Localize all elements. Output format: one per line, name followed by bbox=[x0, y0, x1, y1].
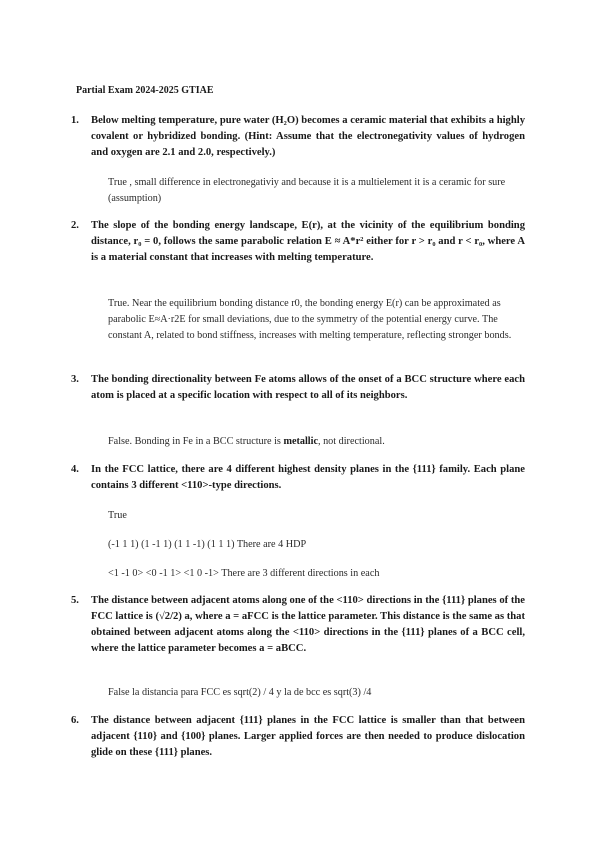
question-6 bbox=[71, 713, 525, 761]
question-text: The distance between adjacent {111} planes in the FCC lattice is smaller than that between adjacent {110} and {100} planes. Larger applied forces are then needed to produce dislocation glide on these {111} planes. bbox=[91, 715, 525, 758]
question-text: Below melting temperature, pure water (H₂O) becomes a ceramic material that exhibits a highly covalent or hybridized bonding. (Hint: Assume that the electronegativity values of hydrogen and oxygen are 2.1 and 2.0, respectively.) bbox=[91, 115, 525, 158]
question-number: 3. bbox=[71, 374, 79, 385]
question-text: In the FCC lattice, there are 4 different highest density planes in the {111} family. Each plane contains 3 different <110>-type directions. bbox=[91, 464, 525, 491]
answer-4-line-1: True bbox=[108, 510, 127, 521]
answer-3 bbox=[108, 434, 528, 450]
question-number: 2. bbox=[71, 220, 79, 231]
answer-4-line-2: (-1 1 1) (1 -1 1) (1 1 -1) (1 1 1) There are 4 HDP bbox=[108, 539, 307, 550]
question-text: The bonding directionality between Fe atoms allows of the onset of a BCC structure where each atom is placed at a specific location with respect to all of its neighbors. bbox=[91, 374, 525, 401]
answer-4-line-3: <1 -1 0> <0 -1 1> <1 0 -1> There are 3 different directions in each bbox=[108, 568, 380, 579]
exam-title: Partial Exam 2024-2025 GTIAE bbox=[76, 85, 214, 96]
question-2 bbox=[71, 218, 525, 266]
question-4 bbox=[71, 462, 525, 494]
answer-text: , not directional. bbox=[317, 436, 385, 447]
answer-emphasis: metallic bbox=[283, 436, 318, 447]
question-number: 4. bbox=[71, 464, 79, 475]
question-number: 6. bbox=[71, 715, 79, 726]
question-3 bbox=[71, 372, 525, 404]
question-text: The slope of the bonding energy landscape, E(r), at the vicinity of the equilibrium bonding distance, r₀ = 0, follows the same parabolic relation E ≈ A*r² either for r > r₀ and r < r₀, where A is a material constant that increases with melting temperature. bbox=[91, 220, 525, 263]
question-1 bbox=[71, 113, 525, 161]
answer-text: False. Bonding in Fe in a BCC structure is bbox=[108, 436, 284, 447]
answer-1: True , small difference in electronegativiy and because it is a multielement it is a ceramic for sure (assumption) bbox=[108, 177, 506, 204]
answer-2: True. Near the equilibrium bonding distance r0, the bonding energy E(r) can be approximated as parabolic E≈A⋅r2E for small deviations, due to the symmetry of the potential energy curve. The constant A, related to bond stiffness, increases with melting temperature, reflecting stronger bonds. bbox=[108, 298, 512, 341]
question-number: 1. bbox=[71, 115, 79, 126]
question-5 bbox=[71, 593, 525, 657]
question-text: The distance between adjacent atoms along one of the <110> directions in the {111} planes of the FCC lattice is (√2/2) a, where a = aFCC is the lattice parameter. This distance is the same as that obtained between adjacent atoms along the <110> directions in the {111} planes of a BCC cell, where the lattice parameter becomes a = aBCC. bbox=[91, 595, 525, 654]
question-number: 5. bbox=[71, 595, 79, 606]
answer-5: False la distancia para FCC es sqrt(2) / 4 y la de bcc es sqrt(3) /4 bbox=[108, 687, 372, 698]
